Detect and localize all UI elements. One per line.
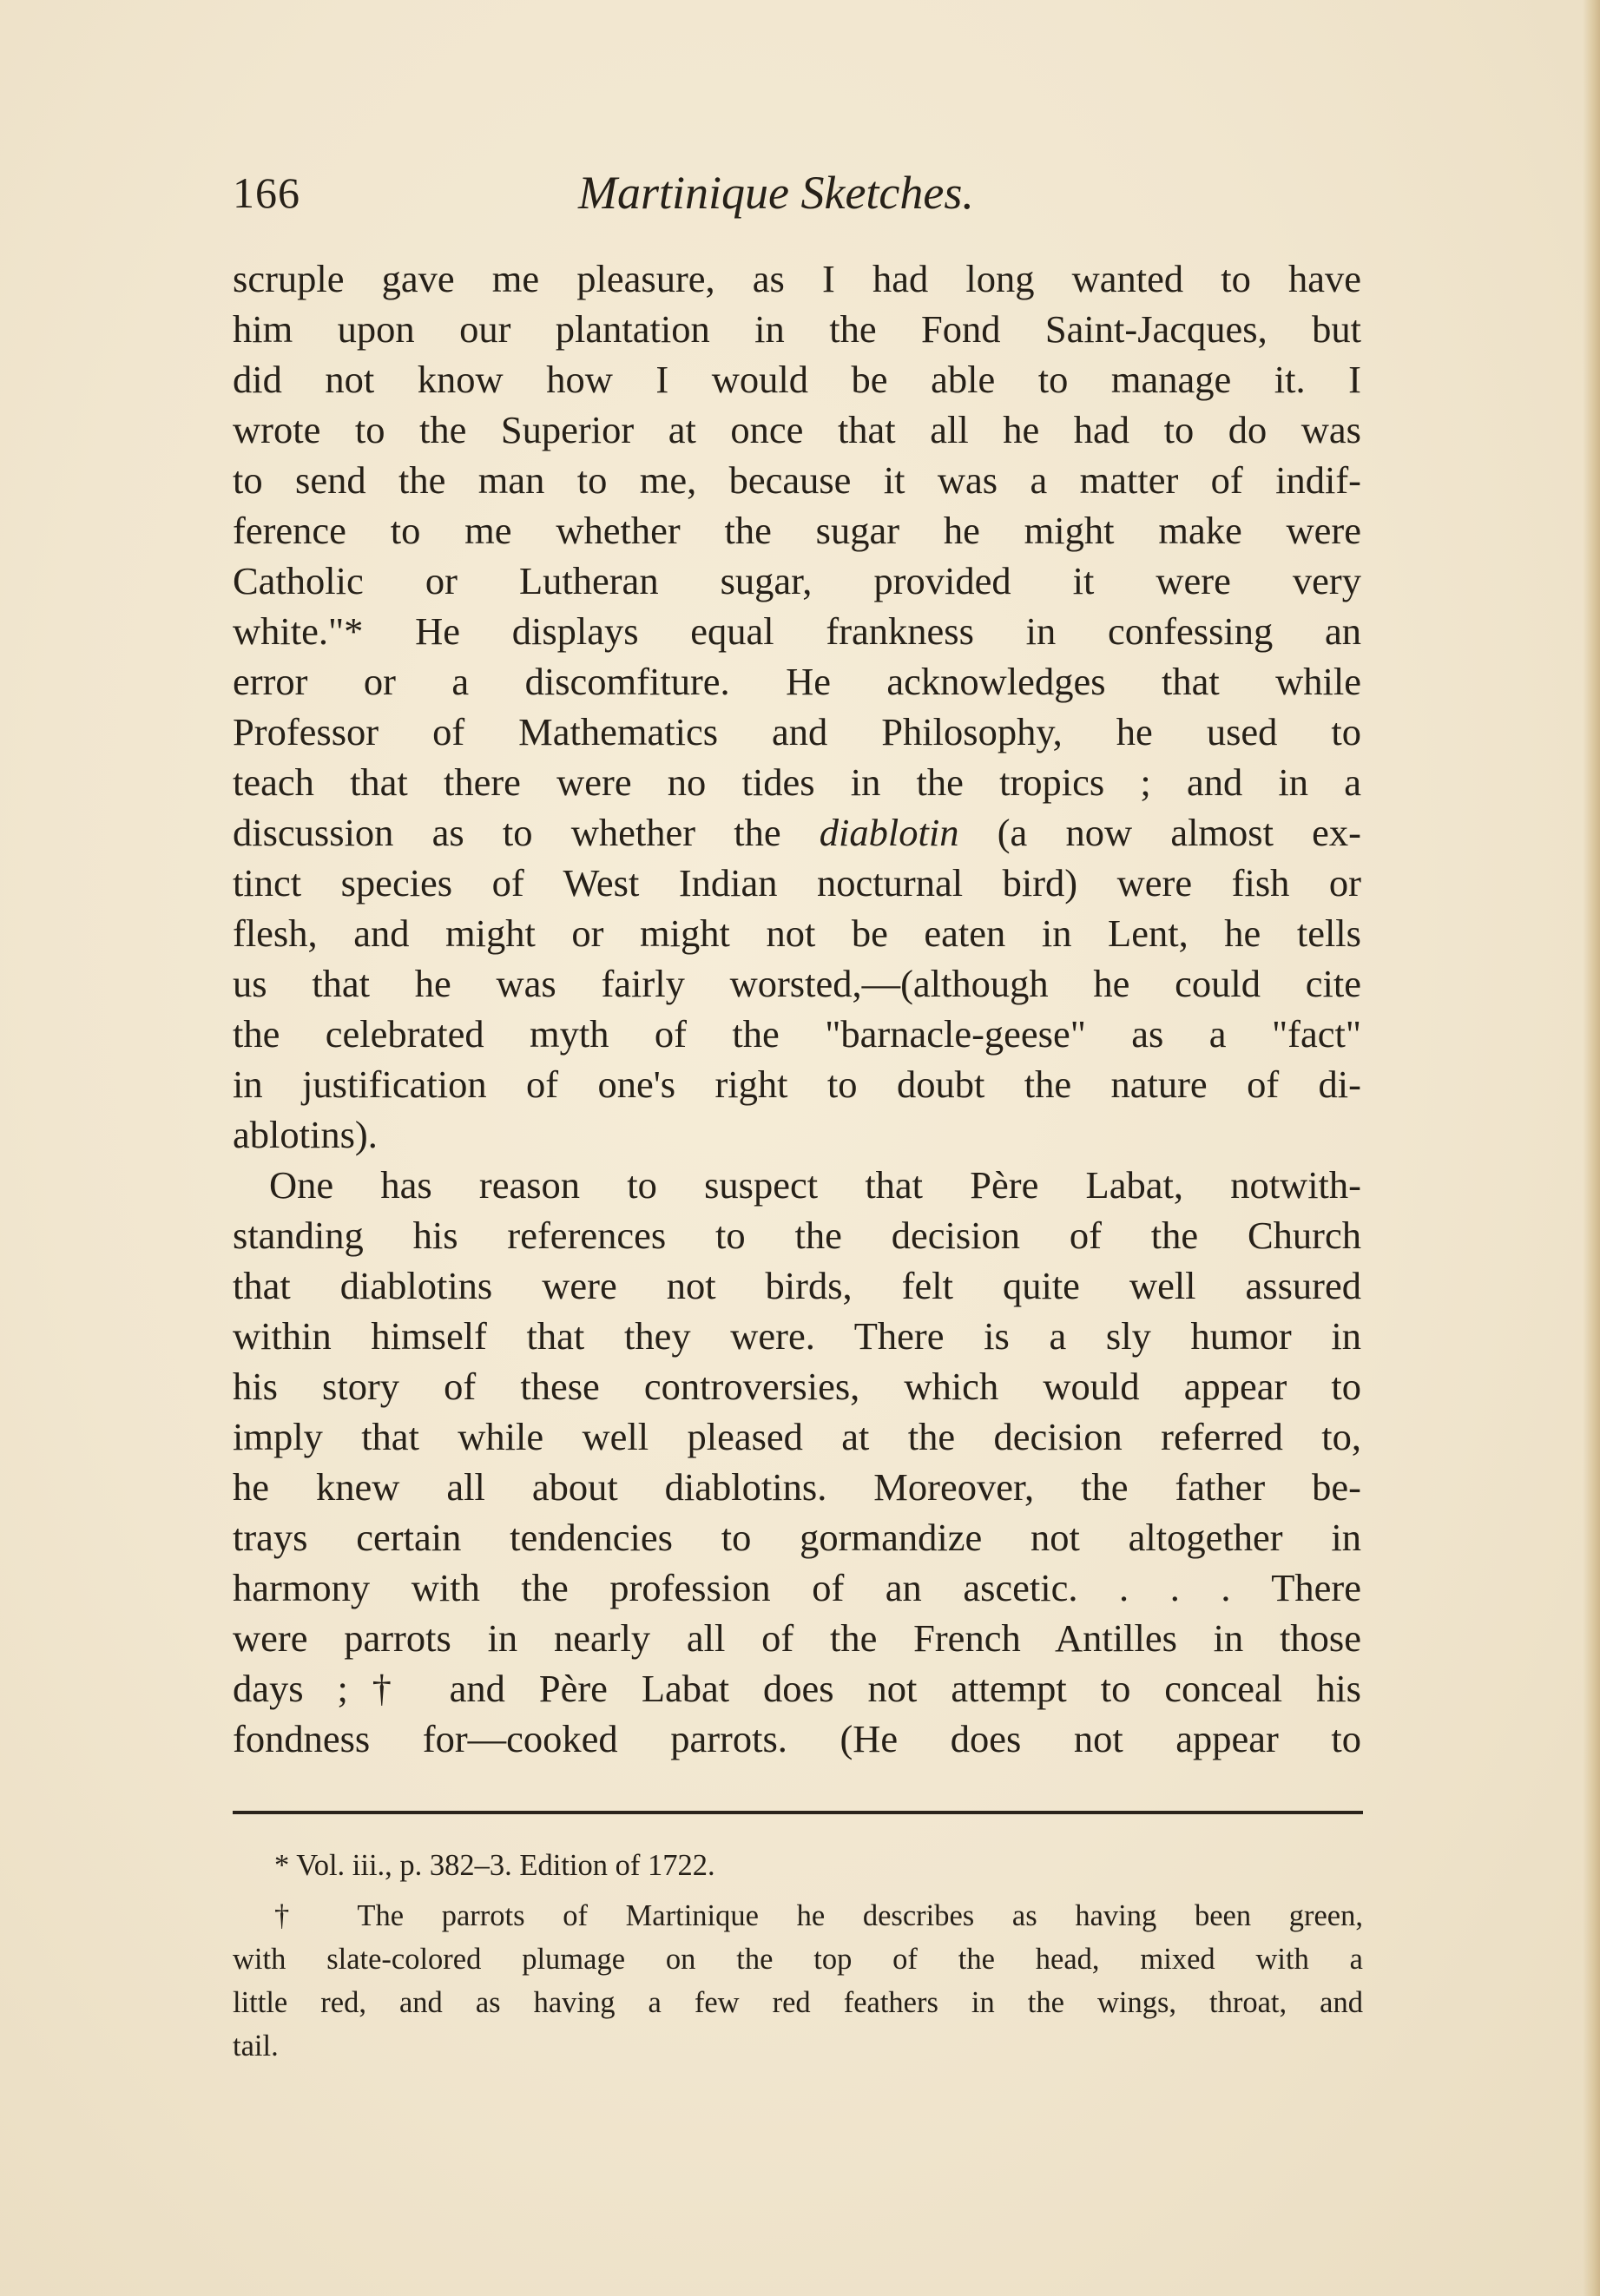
text-line: to send the man to me, because it was a matter of indif- xyxy=(233,458,1361,502)
footnotes xyxy=(233,1844,1363,2068)
page-header xyxy=(233,158,1361,227)
footnote-divider xyxy=(233,1811,1363,1814)
text-line: tinct species of West Indian nocturnal bird) were fish or xyxy=(233,861,1361,905)
text-line: in justification of one's right to doubt the nature of di- xyxy=(233,1062,1361,1106)
text-line: us that he was fairly worsted,—(although he could cite xyxy=(233,962,1361,1005)
text-line: fondness for—cooked parrots. (He does not appear to xyxy=(233,1717,1361,1760)
running-head: Martinique Sketches. xyxy=(578,167,974,219)
italic-term: diablotin xyxy=(819,811,959,854)
footnote-2-line: † The parrots of Martinique he describes as having been green, xyxy=(274,1899,1363,1932)
text-line: did not know how I would be able to manage it. I xyxy=(233,358,1361,401)
page-number: 166 xyxy=(233,168,300,217)
text-line: imply that while well pleased at the decision referred to, xyxy=(233,1415,1361,1458)
text-line: Catholic or Lutheran sugar, provided it were very xyxy=(233,559,1361,602)
footnote-2-line: with slate-colored plumage on the top of the head, mixed with a xyxy=(233,1943,1363,1976)
text-line: days ;† and Père Labat does not attempt to conceal his xyxy=(233,1667,1361,1710)
text-line: standing his references to the decision of the Church xyxy=(233,1214,1361,1257)
text-line: ference to me whether the sugar he might make were xyxy=(233,509,1361,552)
text-line: harmony with the profession of an ascetic. . . . There xyxy=(233,1566,1361,1609)
text-line: error or a discomfiture. He acknowledges that while xyxy=(233,660,1361,703)
text-line: were parrots in nearly all of the French Antilles in those xyxy=(233,1616,1361,1660)
text-line: him upon our plantation in the Fond Saint-Jacques, but xyxy=(233,307,1361,351)
text-segment: (a now almost ex- xyxy=(997,811,1361,854)
page-edge-shadow xyxy=(1583,0,1600,2296)
text-line: his story of these controversies, which would appear to xyxy=(233,1365,1361,1408)
paragraph-start-line: One has reason to suspect that Père Labat, notwith- xyxy=(269,1163,1361,1207)
text-line: ablotins). xyxy=(233,1113,378,1156)
text-line: wrote to the Superior at once that all he had to do was xyxy=(233,408,1361,451)
text-line: within himself that they were. There is a sly humor in xyxy=(233,1314,1361,1358)
text-line: teach that there were no tides in the tropics ; and in a xyxy=(233,760,1361,804)
text-line: the celebrated myth of the "barnacle-geese" as a "fact" xyxy=(233,1012,1361,1056)
text-line: white."* He displays equal frankness in confessing an xyxy=(233,609,1361,653)
footnote-1: * Vol. iii., p. 382–3. Edition of 1722. xyxy=(274,1849,715,1882)
text-line: that diablotins were not birds, felt quite well assured xyxy=(233,1264,1361,1307)
text-line: scruple gave me pleasure, as I had long wanted to have xyxy=(233,257,1361,300)
text-line: flesh, and might or might not be eaten in Lent, he tells xyxy=(233,911,1361,955)
text-line-with-italic xyxy=(233,807,1361,858)
text-line: trays certain tendencies to gormandize not altogether in xyxy=(233,1516,1361,1559)
text-line: he knew all about diablotins. Moreover, the father be- xyxy=(233,1465,1361,1509)
body-text xyxy=(233,253,1361,1764)
footnote-2-line: little red, and as having a few red feathers in the wings, throat, and xyxy=(233,1986,1363,2019)
text-line: Professor of Mathematics and Philosophy, he used to xyxy=(233,710,1361,753)
footnote-2-line: tail. xyxy=(233,2030,279,2062)
text-segment: discussion as to whether the xyxy=(233,811,781,854)
